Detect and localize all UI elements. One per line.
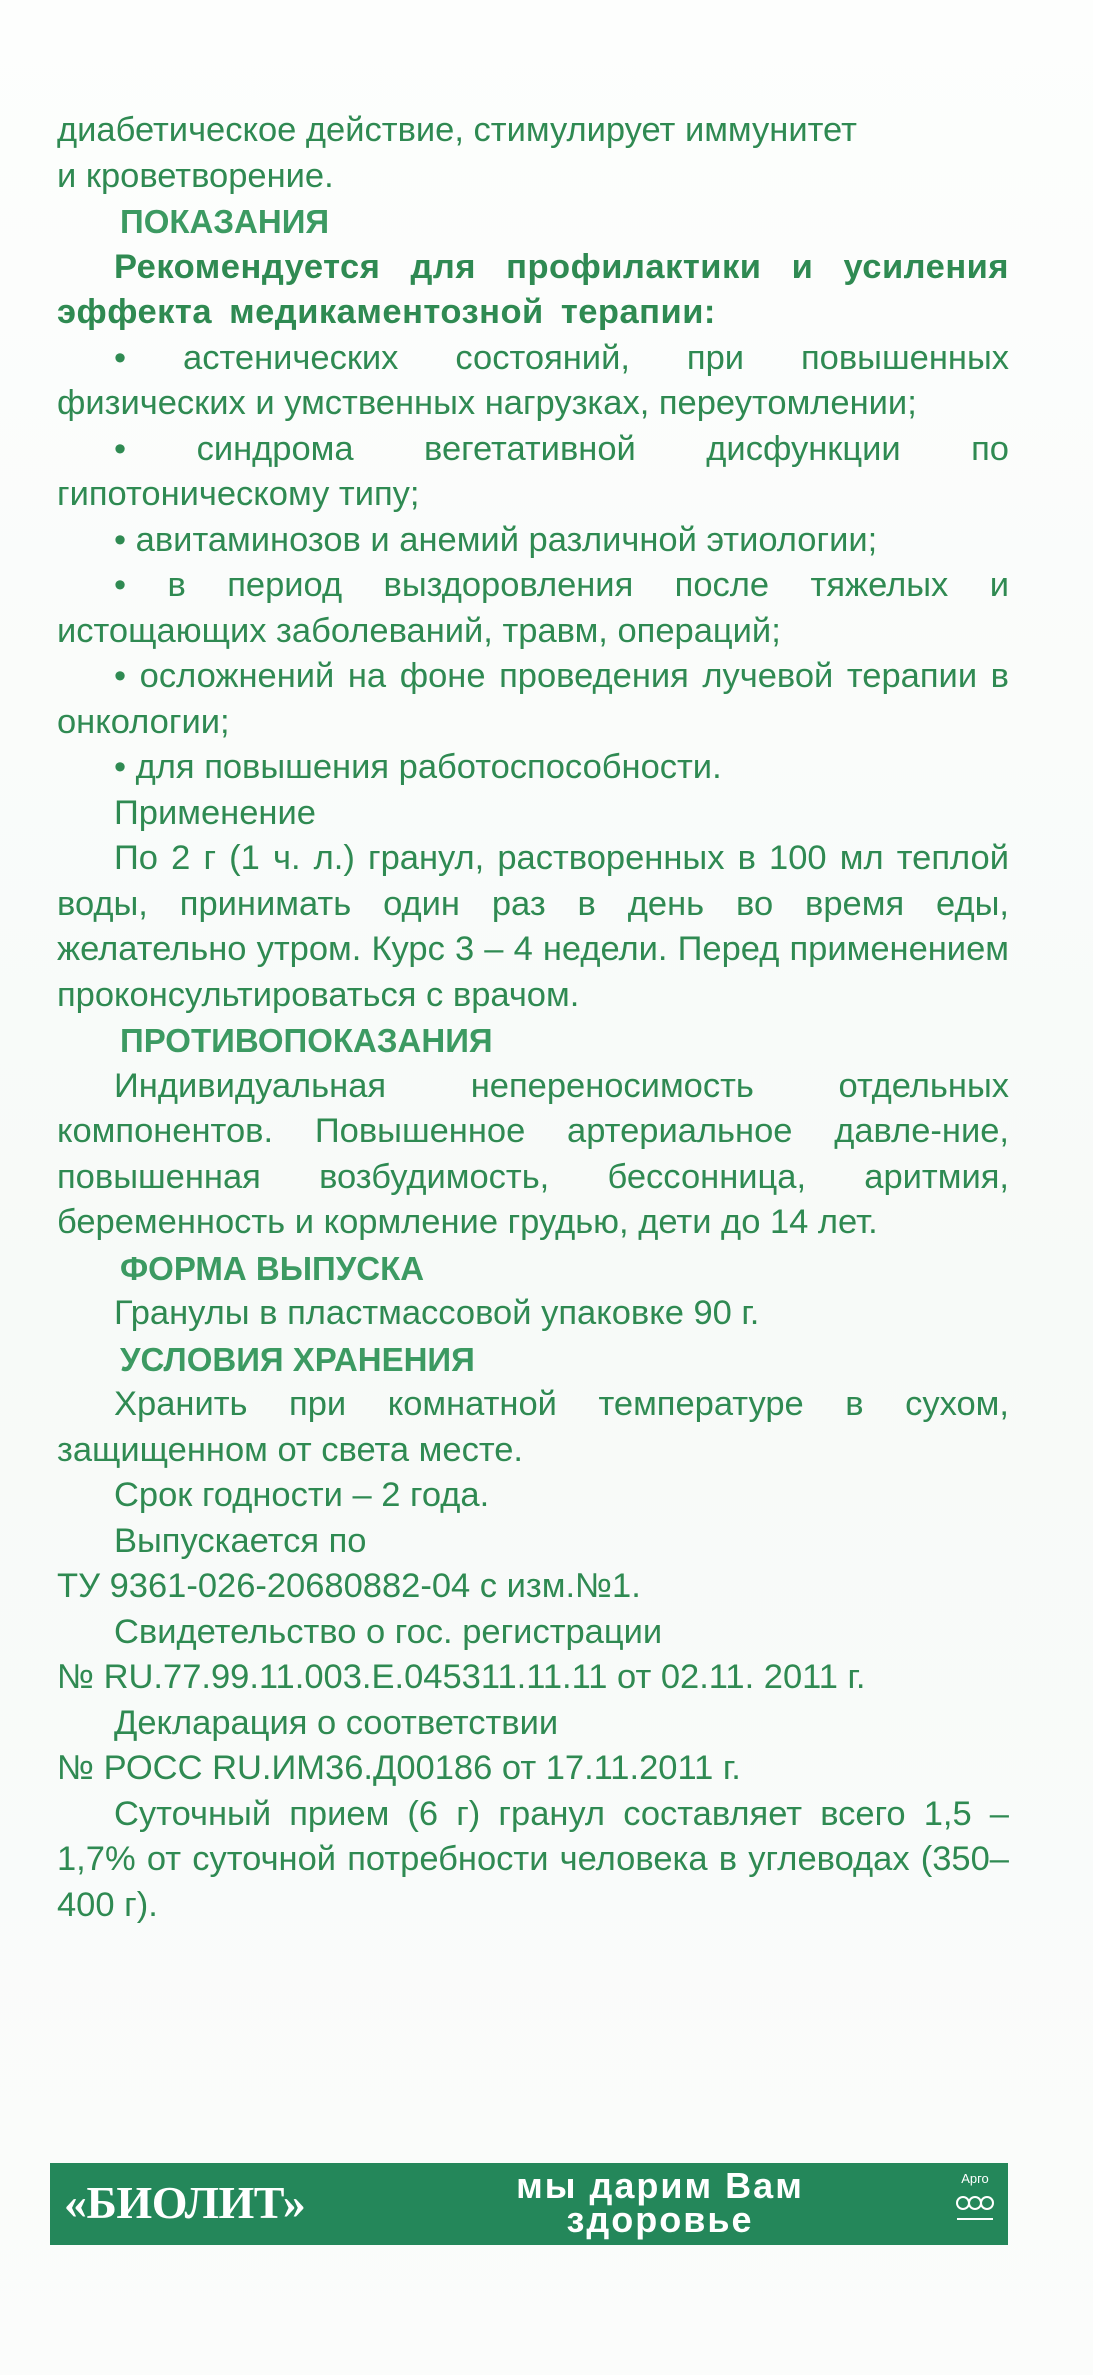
intro-line: диабетическое действие, стимулирует иммунитет — [57, 111, 857, 149]
usage-text: По 2 г (1 ч. л.) гранул, растворенных в 100 мл теплой воды, принимать один раз в день во время еды, желательно утром. Курс 3 – 4 недели. Перед применением проконсультироваться с врачом. — [57, 839, 1009, 1014]
usage-heading: Применение — [114, 793, 316, 832]
brand-banner — [50, 2163, 1008, 2245]
declaration-label: Декларация о соответствии — [114, 1703, 559, 1742]
intro-line: и кроветворение. — [57, 156, 334, 195]
release-form-heading: ФОРМА ВЫПУСКА — [120, 1249, 425, 1287]
slogan-line: мы дарим Вам — [516, 2165, 804, 2206]
contraindications-heading: ПРОТИВОПОКАЗАНИЯ — [120, 1022, 493, 1059]
shelf-life: Срок годности – 2 года. — [114, 1476, 490, 1514]
registration-label: Свидетельство о гос. регистрации — [114, 1612, 663, 1651]
slogan-line: здоровье — [566, 2199, 754, 2240]
indications-heading: ПОКАЗАНИЯ — [120, 203, 330, 240]
storage-text: Хранить при комнатной температуре в сухом, защищенном от света месте. — [57, 1385, 1009, 1469]
intro-text — [57, 108, 1009, 199]
storage-heading: УСЛОВИЯ ХРАНЕНИЯ — [120, 1340, 475, 1378]
indication-item: • астенических состояний, при повышенных физических и умственных нагрузках, переутомлении; — [57, 338, 1009, 422]
three-circles-logo-icon — [954, 2191, 996, 2231]
brand-slogan — [380, 2165, 940, 2240]
declaration-value: № РОСС RU.ИМ36.Д00186 от 17.11.2011 г. — [57, 1749, 741, 1787]
indication-item: • для повышения работоспособности. — [114, 748, 722, 786]
leaflet-text — [57, 108, 1009, 1928]
produced-value: ТУ 9361-026-20680882-04 с изм.№1. — [57, 1567, 641, 1605]
daily-intake-text: Суточный прием (6 г) гранул составляет всего 1,5 – 1,7% от суточной потребности человека в углеводах (350–400 г). — [57, 1794, 1009, 1924]
argo-logo — [954, 2171, 996, 2237]
indication-item: • в период выздоровления после тяжелых и истощающих заболеваний, травм, операций; — [57, 566, 1009, 650]
indication-item: • авитаминозов и анемий различной этиологии; — [114, 520, 878, 559]
contraindications-text: Индивидуальная непереносимость отдельных компонентов. Повышенное артериальное давле-ние, повышенная возбудимость, бессонница, аритмия, беременность и кормление грудью, дети до 14 лет. — [57, 1066, 1009, 1241]
registration-value: № RU.77.99.11.003.Е.045311.11.11 от 02.11. 2011 г. — [57, 1658, 866, 1696]
indication-item: • синдрома вегетативной дисфункции по гипотоническому типу; — [57, 429, 1009, 513]
logo-text: Арго — [961, 2171, 989, 2186]
release-form-text: Гранулы в пластмассовой упаковке 90 г. — [114, 1294, 760, 1332]
brand-name: «БИОЛИТ» — [64, 2177, 306, 2228]
indications-lead: Рекомендуется для профилактики и усиления эффекта медикаментозной терапии: — [57, 247, 1009, 331]
indication-item: • осложнений на фоне проведения лучевой терапии в онкологии; — [57, 657, 1009, 741]
produced-label: Выпускается по — [114, 1521, 367, 1560]
